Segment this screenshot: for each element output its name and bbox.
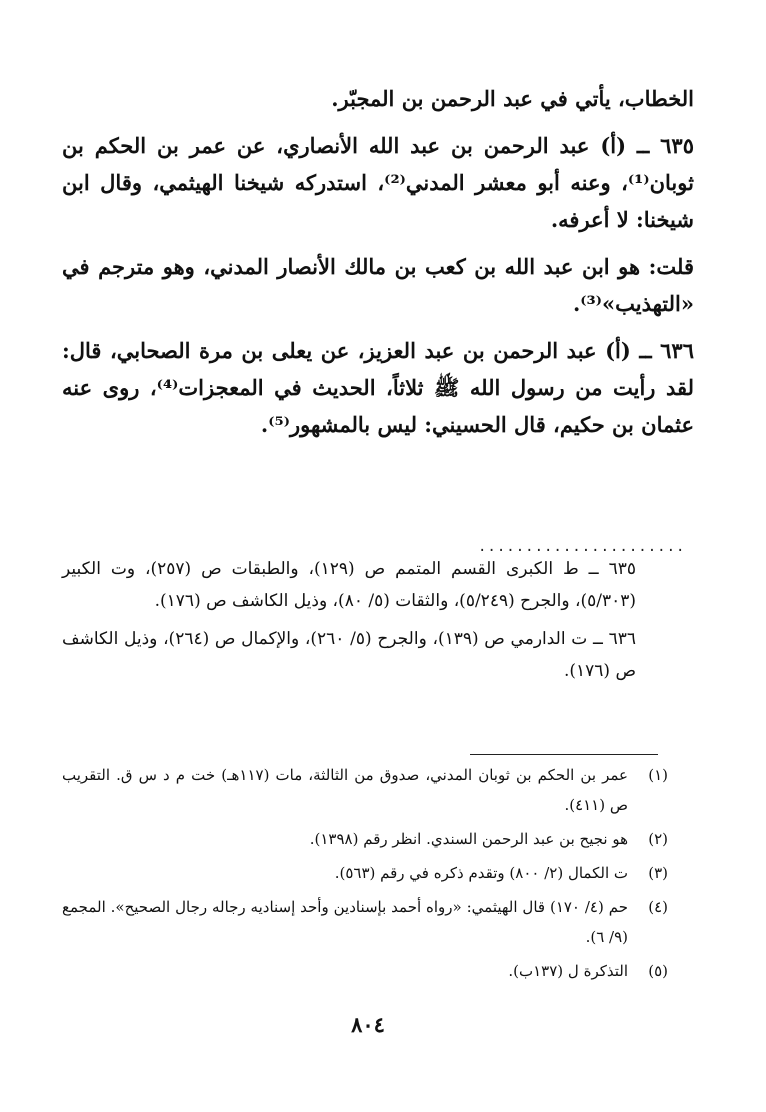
source-note-635: ٦٣٥ ــ ط الكبرى القسم المتمم ص (١٢٩)، والطبقات ص (٢٥٧)، وت الكبير (٥/٣٠٣)، والجرح (٥/٢٤٩)، والثقات (٥/ ٨٠)، وذيل الكاشف ص (١٧٦). (62, 559, 636, 611)
footnote-text: هو نجيح بن عبد الرحمن السندي. انظر رقم (١٣٩٨). (309, 830, 628, 848)
footnote-text: التذكرة ل (١٣٧ب). (508, 962, 628, 980)
dotted-separator: ...................... (478, 539, 686, 555)
footnote-item (62, 892, 668, 952)
entry-636: ٦٣٦ ــ (أ) عبد الرحمن بن عبد العزيز، عن يعلى بن مرة الصحابي، قال: لقد رأيت من رسول الله ﷺ ثلاثاً، الحديث في المعجزات⁽⁴⁾، روى عنه عثمان بن حكيم، قال الحسيني: ليس بالمشهور⁽⁵⁾. (62, 338, 694, 437)
footnote-number: (١) (648, 766, 668, 784)
footnote-number: (٤) (648, 898, 668, 916)
footnote-item (62, 760, 668, 820)
footnote-item (62, 858, 668, 888)
paragraph-continuation: الخطاب، يأتي في عبد الرحمن بن المجبّر. (331, 86, 694, 111)
footnotes (62, 760, 668, 990)
main-text (62, 80, 694, 453)
entry-635-comment: قلت: هو ابن عبد الله بن كعب بن مالك الأنصار المدني، وهو مترجم في «التهذيب»⁽³⁾. (62, 254, 694, 316)
footnote-number: (٢) (648, 830, 668, 848)
footnote-item (62, 956, 668, 986)
entry-635: ٦٣٥ ــ (أ) عبد الرحمن بن عبد الله الأنصاري، عن عمر بن الحكم بن ثوبان⁽¹⁾، وعنه أبو معشر المدني⁽²⁾، استدركه شيخنا الهيثمي، وقال ابن شيخنا: لا أعرفه. (62, 133, 694, 232)
footnote-text: ت الكمال (٢/ ٨٠٠) وتقدم ذكره في رقم (٥٦٣). (334, 864, 628, 882)
footnote-number: (٣) (648, 864, 668, 882)
footnote-number: (٥) (648, 962, 668, 980)
source-note-636: ٦٣٦ ــ ت الدارمي ص (١٣٩)، والجرح (٥/ ٢٦٠)، والإكمال ص (٢٦٤)، وذيل الكاشف ص (١٧٦). (62, 629, 636, 681)
footnote-rule (470, 754, 658, 755)
page-number: ٨٠٤ (351, 1012, 385, 1037)
footnote-item (62, 824, 668, 854)
source-notes (62, 553, 636, 693)
footnote-text: حم (٤/ ١٧٠) قال الهيثمي: «رواه أحمد بإسنادين وأحد إسناديه رجاله رجال الصحيح». المجمع (٩/ ٦). (62, 898, 628, 946)
footnote-text: عمر بن الحكم بن ثوبان المدني، صدوق من الثالثة، مات (١١٧هـ) خت م د س ق. التقريب ص (٤١١). (62, 766, 629, 814)
